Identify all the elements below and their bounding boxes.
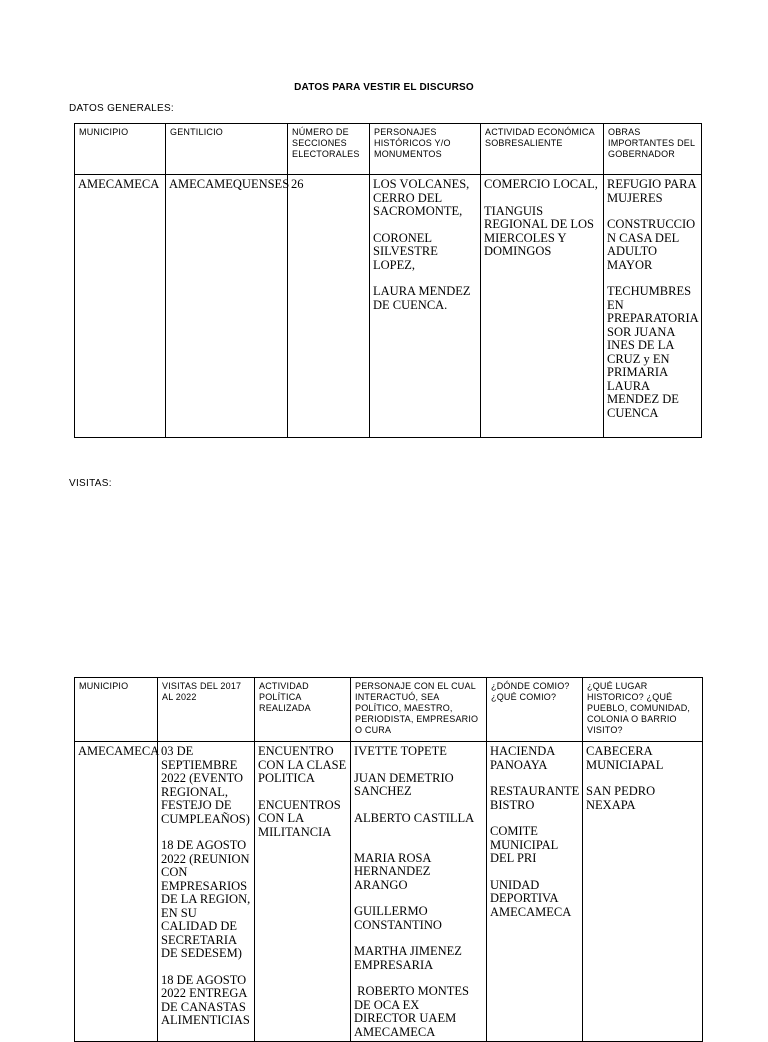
cell-paragraph: ROBERTO MONTES DE OCA EX DIRECTOR UAEM AMECAMECA	[354, 984, 473, 1039]
header-cell: PERSONAJE CON EL CUAL INTERACTUÓ, SEA POLÍTICO, MAESTRO, PERIODISTA, EMPRESARIO O CURA	[351, 678, 487, 742]
cell-paragraph: GUILLERMO CONSTANTINO	[354, 904, 442, 932]
cell-paragraph: 18 DE AGOSTO 2022 ENTREGA DE CANASTAS ALIMENTICIAS	[161, 972, 250, 1027]
cell-paragraph: UNIDAD DEPORTIVA AMECAMECA	[490, 877, 572, 919]
cell-paragraph: MARTHA JIMENEZ EMPRESARIA	[354, 944, 462, 972]
cell-paragraph: MARIA ROSA HERNANDEZ ARANGO	[354, 850, 431, 892]
cell-municipio: AMECAMECA	[75, 175, 166, 438]
header-cell: PERSONAJES HISTÓRICOS Y/O MONUMENTOS	[370, 124, 481, 175]
header-cell: NÚMERO DE SECCIONES ELECTORALES	[288, 124, 370, 175]
table-row	[75, 742, 703, 1042]
cell-obras	[604, 175, 702, 438]
cell-paragraph: COMITE MUNICIPAL DEL PRI	[490, 824, 558, 865]
cell-lugar	[583, 742, 703, 1042]
cell-paragraph: REFUGIO PARA MUJERES	[607, 177, 696, 205]
cell-gentilicio: AMECAMEQUENSES	[166, 175, 288, 438]
cell-paragraph: ENCUENTROS CON LA MILITANCIA	[258, 797, 341, 839]
cell-paragraph: HACIENDA PANOAYA	[490, 744, 555, 772]
cell-paragraph: SAN PEDRO NEXAPA	[586, 784, 656, 812]
cell-actividad	[481, 175, 604, 438]
header-cell: MUNICIPIO	[75, 678, 158, 742]
table-row	[75, 175, 702, 438]
cell-paragraph: LAURA MENDEZ DE CUENCA.	[373, 284, 471, 312]
cell-personajes	[351, 742, 487, 1042]
cell-comio	[487, 742, 583, 1042]
cell-personajes	[370, 175, 481, 438]
header-cell: VISITAS DEL 2017 AL 2022	[158, 678, 255, 742]
cell-paragraph: CABECERA MUNICIAPAL	[586, 744, 664, 772]
cell-paragraph: LOS VOLCANES, CERRO DEL SACROMONTE,	[373, 177, 470, 218]
document-title: DATOS PARA VESTIR EL DISCURSO	[294, 82, 474, 93]
section-label-general: DATOS GENERALES:	[69, 103, 175, 114]
header-cell: ACTIVIDAD POLÍTICA REALIZADA	[255, 678, 351, 742]
cell-paragraph: TIANGUIS REGIONAL DE LOS MIERCOLES Y DOMINGOS	[484, 203, 594, 258]
cell-paragraph: CORONEL SILVESTRE LOPEZ,	[373, 230, 438, 272]
header-cell: MUNICIPIO	[75, 124, 166, 175]
cell-paragraph: IVETTE TOPETE	[354, 744, 447, 758]
header-cell: ¿QUÉ LUGAR HISTORICO? ¿QUÉ PUEBLO, COMUNIDAD, COLONIA O BARRIO VISITO?	[583, 678, 703, 742]
header-cell: GENTILICIO	[166, 124, 288, 175]
general-data-table	[74, 123, 702, 438]
cell-paragraph: 18 DE AGOSTO 2022 (REUNION CON EMPRESARIOS DE LA REGION, EN SU CALIDAD DE SECRETARIA DE SEDESEM)	[161, 838, 251, 960]
header-cell: ACTIVIDAD ECONÓMICA SOBRESALIENTE	[481, 124, 604, 175]
cell-municipio: AMECAMECA	[75, 742, 158, 1042]
cell-paragraph: ENCUENTRO CON LA CLASE POLITICA	[258, 744, 347, 785]
section-label-visits: VISITAS:	[69, 478, 112, 489]
cell-secciones: 26	[288, 175, 370, 438]
cell-paragraph: TECHUMBRES EN PREPARATORIA SOR JUANA INES DE LA CRUZ y EN PRIMARIA LAURA MENDEZ DE CUENCA	[607, 284, 699, 420]
cell-actividad	[255, 742, 351, 1042]
cell-visitas	[158, 742, 255, 1042]
cell-paragraph: ALBERTO CASTILLA	[354, 810, 475, 825]
cell-paragraph: RESTAURANTE BISTRO	[490, 784, 580, 812]
visits-table	[74, 677, 703, 1042]
header-cell: ¿DÓNDE COMIO? ¿QUÉ COMIO?	[487, 678, 583, 742]
cell-paragraph: 03 DE SEPTIEMBRE 2022 (EVENTO REGIONAL, FESTEJO DE CUMPLEAÑOS)	[161, 744, 250, 826]
table-header-row	[75, 124, 702, 175]
header-cell: OBRAS IMPORTANTES DEL GOBERNADOR	[604, 124, 702, 175]
cell-paragraph: COMERCIO LOCAL,	[484, 177, 598, 191]
cell-paragraph: JUAN DEMETRIO SANCHEZ	[354, 770, 454, 798]
cell-paragraph: CONSTRUCCIO N CASA DEL ADULTO MAYOR	[607, 217, 696, 272]
table-header-row	[75, 678, 703, 742]
